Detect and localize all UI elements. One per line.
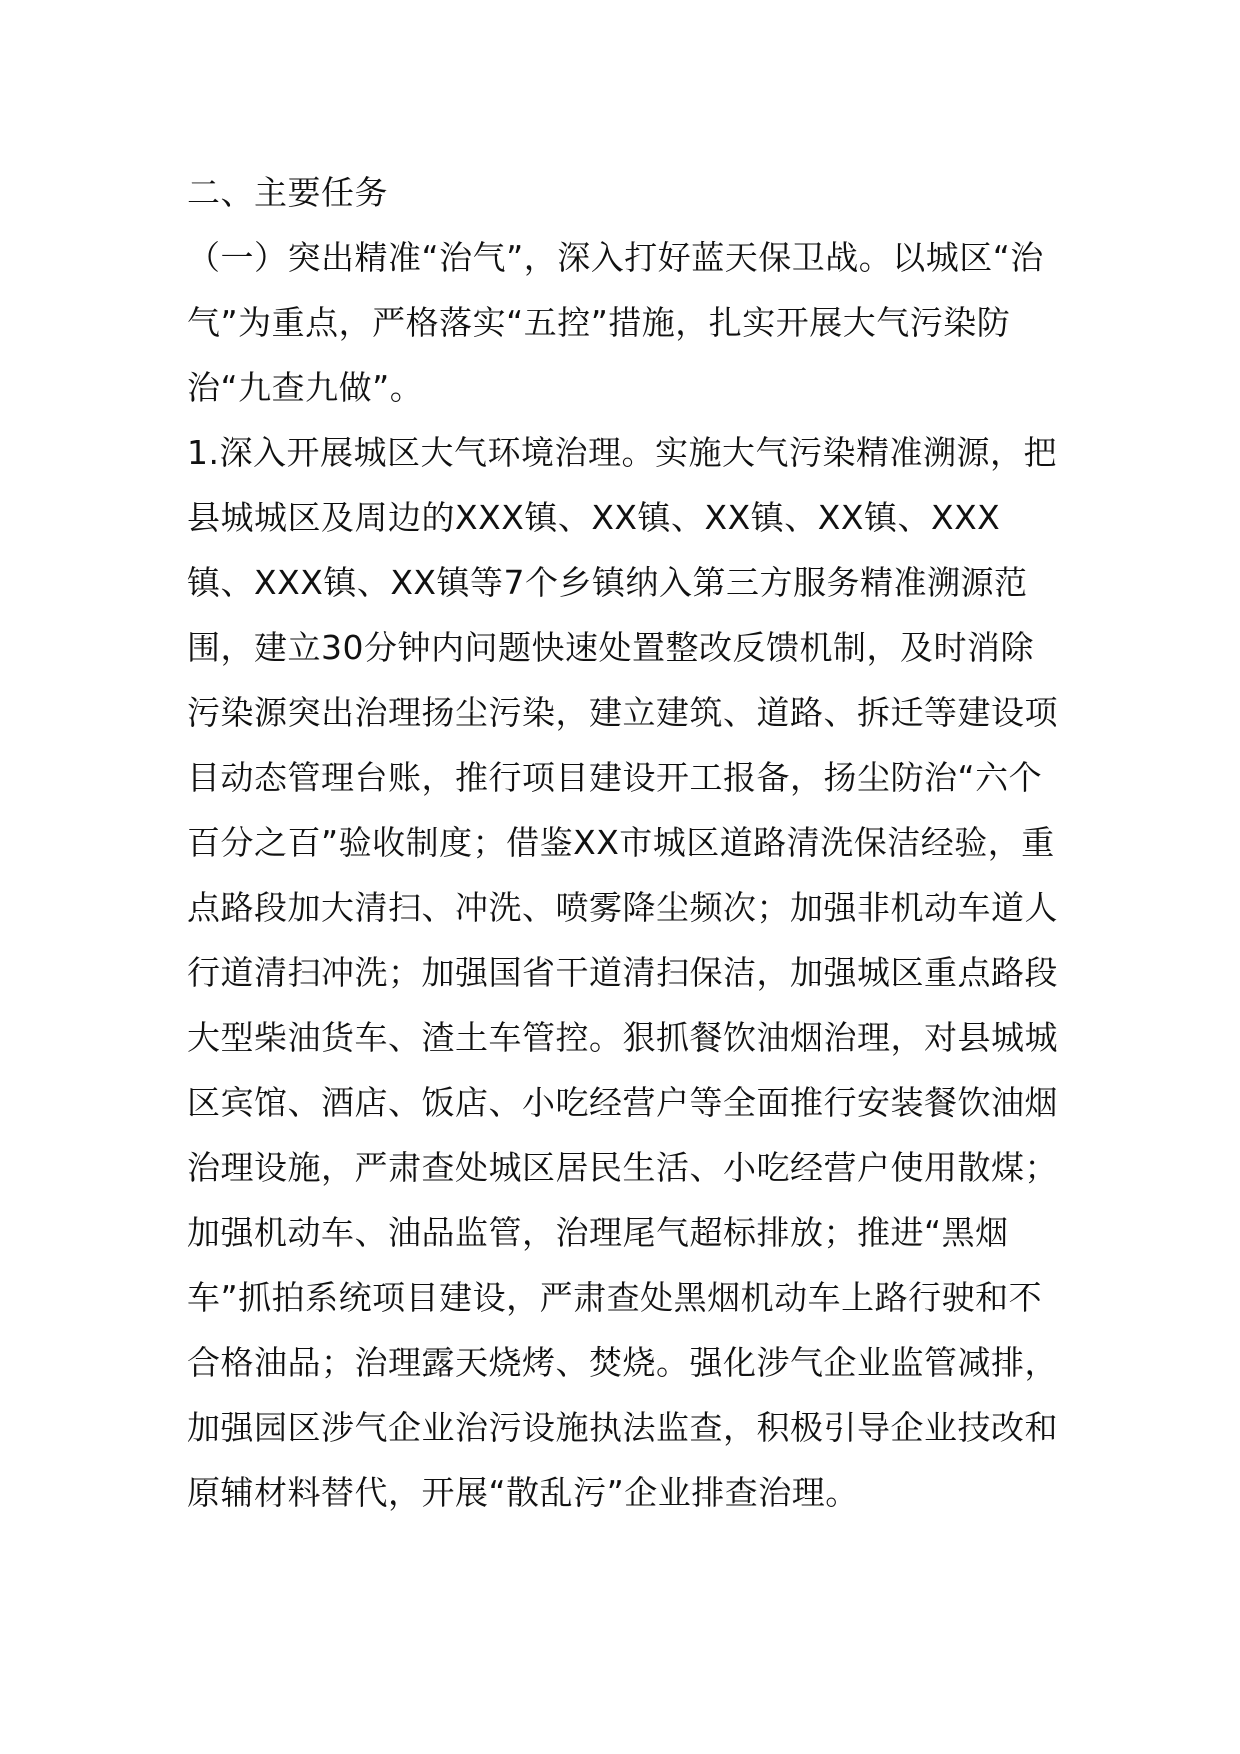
paragraph-task-1: （一）突出精准“治气”，深入打好蓝天保卫战。以城区“治气”为重点，严格落实“五控”措施，扎实开展大气污染防治“九查九做”。 [187,238,1044,407]
section-heading: 二、主要任务 [187,173,388,212]
document-body [187,160,1067,1525]
paragraph-task-1-item-1: 1.深入开展城区大气环境治理。实施大气污染精准溯源，把县城城区及周边的XXX镇、XX镇、XX镇、XX镇、XXX镇、XXX镇、XX镇等7个乡镇纳入第三方服务精准溯源范围，建立30分钟内问题快速处置整改反馈机制，及时消除污染源突出治理扬尘污染，建立建筑、道路、拆迁等建设项目动态管理台账，推行项目建设开工报备，扬尘防治“六个百分之百”验收制度；借鉴XX市城区道路清洗保洁经验，重点路段加大清扫、冲洗、喷雾降尘频次；加强非机动车道人行道清扫冲洗；加强国省干道清扫保洁，加强城区重点路段大型柴油货车、渣土车管控。狠抓餐饮油烟治理，对县城城区宾馆、酒店、饭店、小吃经营户等全面推行安装餐饮油烟治理设施，严肃查处城区居民生活、小吃经营户使用散煤；加强机动车、油品监管，治理尾气超标排放；推进“黑烟车”抓拍系统项目建设，严肃查处黑烟机动车上路行驶和不合格油品；治理露天烧烤、焚烧。强化涉气企业监管减排，加强园区涉气企业治污设施执法监查，积极引导企业技改和原辅材料替代，开展“散乱污”企业排查治理。 [187,433,1058,1512]
